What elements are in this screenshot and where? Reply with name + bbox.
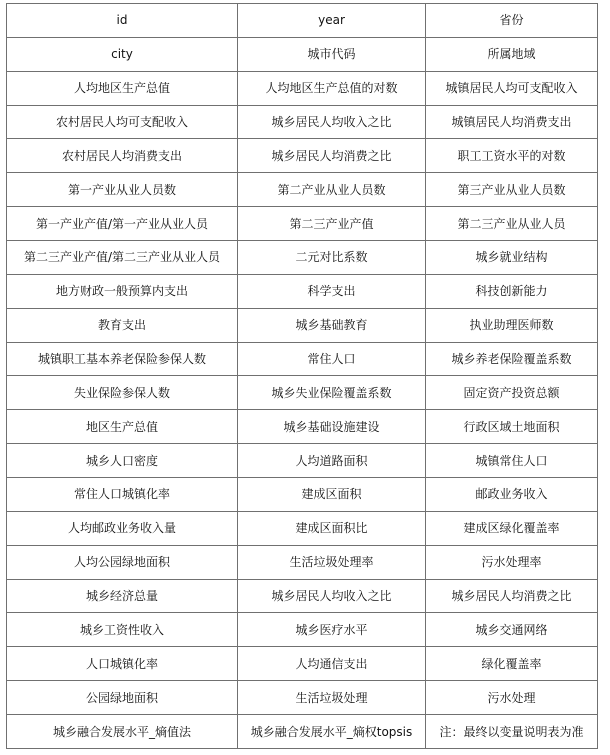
table-row <box>7 579 598 613</box>
table-cell: 科技创新能力 <box>426 274 598 308</box>
table-cell: 执业助理医师数 <box>426 308 598 342</box>
table-row <box>7 308 598 342</box>
table-row <box>7 274 598 308</box>
table-cell: 职工工资水平的对数 <box>426 139 598 173</box>
table-row <box>7 173 598 207</box>
table-cell: 人均地区生产总值的对数 <box>238 71 426 105</box>
table-cell: 城乡经济总量 <box>7 579 238 613</box>
table-cell: 生活垃圾处理 <box>238 681 426 715</box>
table-cell: 人均地区生产总值 <box>7 71 238 105</box>
table-row <box>7 342 598 376</box>
table-row <box>7 715 598 749</box>
table-row <box>7 4 598 38</box>
table-cell: 城乡居民人均收入之比 <box>238 579 426 613</box>
table-cell: 人均道路面积 <box>238 444 426 478</box>
table-cell: 城镇居民人均可支配收入 <box>426 71 598 105</box>
table-cell: 行政区域土地面积 <box>426 410 598 444</box>
table-cell: 建成区面积比 <box>238 511 426 545</box>
table-cell: 第二三产业产值 <box>238 207 426 241</box>
table-cell: 注：最终以变量说明表为准 <box>426 715 598 749</box>
table-row <box>7 376 598 410</box>
table-cell: 城乡人口密度 <box>7 444 238 478</box>
table-cell: 地区生产总值 <box>7 410 238 444</box>
table-cell: 城镇居民人均消费支出 <box>426 105 598 139</box>
table-cell: 城乡居民人均收入之比 <box>238 105 426 139</box>
table-cell: 固定资产投资总额 <box>426 376 598 410</box>
table-cell: 城乡失业保险覆盖系数 <box>238 376 426 410</box>
table-row <box>7 410 598 444</box>
table-cell: id <box>7 4 238 38</box>
table-cell: 建成区面积 <box>238 478 426 512</box>
table-cell: 邮政业务收入 <box>426 478 598 512</box>
table-row <box>7 545 598 579</box>
table-row <box>7 511 598 545</box>
table-cell: 城乡融合发展水平_熵权topsis <box>238 715 426 749</box>
table-row <box>7 647 598 681</box>
table-cell: 二元对比系数 <box>238 241 426 275</box>
table-cell: 常住人口 <box>238 342 426 376</box>
table-cell: 建成区绿化覆盖率 <box>426 511 598 545</box>
table-cell: 科学支出 <box>238 274 426 308</box>
table-row <box>7 478 598 512</box>
table-row <box>7 105 598 139</box>
table-cell: 第一产业产值/第一产业从业人员 <box>7 207 238 241</box>
table-row <box>7 444 598 478</box>
table-cell: 所属地域 <box>426 37 598 71</box>
table-cell: 城乡基础设施建设 <box>238 410 426 444</box>
table-cell: 农村居民人均可支配收入 <box>7 105 238 139</box>
table-cell: 失业保险参保人数 <box>7 376 238 410</box>
table-cell: 第二产业从业人员数 <box>238 173 426 207</box>
table-cell: 地方财政一般预算内支出 <box>7 274 238 308</box>
table-row <box>7 241 598 275</box>
table-row <box>7 613 598 647</box>
table-cell: 污水处理 <box>426 681 598 715</box>
variable-table-body <box>7 4 598 749</box>
table-cell: 城乡融合发展水平_熵值法 <box>7 715 238 749</box>
table-cell: 第二三产业产值/第二三产业从业人员 <box>7 241 238 275</box>
table-cell: 污水处理率 <box>426 545 598 579</box>
table-cell: 生活垃圾处理率 <box>238 545 426 579</box>
table-cell: 城镇职工基本养老保险参保人数 <box>7 342 238 376</box>
table-cell: 人口城镇化率 <box>7 647 238 681</box>
table-cell: 城市代码 <box>238 37 426 71</box>
table-row <box>7 139 598 173</box>
table-cell: 城镇常住人口 <box>426 444 598 478</box>
table-row <box>7 681 598 715</box>
table-cell: 第二三产业从业人员 <box>426 207 598 241</box>
variable-table <box>6 3 598 749</box>
table-cell: 公园绿地面积 <box>7 681 238 715</box>
table-cell: 绿化覆盖率 <box>426 647 598 681</box>
table-cell: 城乡居民人均消费之比 <box>426 579 598 613</box>
table-cell: 第三产业从业人员数 <box>426 173 598 207</box>
table-cell: 常住人口城镇化率 <box>7 478 238 512</box>
table-cell: 城乡养老保险覆盖系数 <box>426 342 598 376</box>
table-cell: 城乡医疗水平 <box>238 613 426 647</box>
table-cell: year <box>238 4 426 38</box>
table-cell: 城乡居民人均消费之比 <box>238 139 426 173</box>
table-cell: 城乡基础教育 <box>238 308 426 342</box>
table-cell: city <box>7 37 238 71</box>
table-row <box>7 37 598 71</box>
table-row <box>7 71 598 105</box>
table-cell: 省份 <box>426 4 598 38</box>
table-cell: 教育支出 <box>7 308 238 342</box>
table-cell: 城乡就业结构 <box>426 241 598 275</box>
table-cell: 城乡工资性收入 <box>7 613 238 647</box>
table-cell: 人均公园绿地面积 <box>7 545 238 579</box>
table-cell: 人均通信支出 <box>238 647 426 681</box>
table-cell: 城乡交通网络 <box>426 613 598 647</box>
table-row <box>7 207 598 241</box>
table-cell: 农村居民人均消费支出 <box>7 139 238 173</box>
table-cell: 第一产业从业人员数 <box>7 173 238 207</box>
table-cell: 人均邮政业务收入量 <box>7 511 238 545</box>
